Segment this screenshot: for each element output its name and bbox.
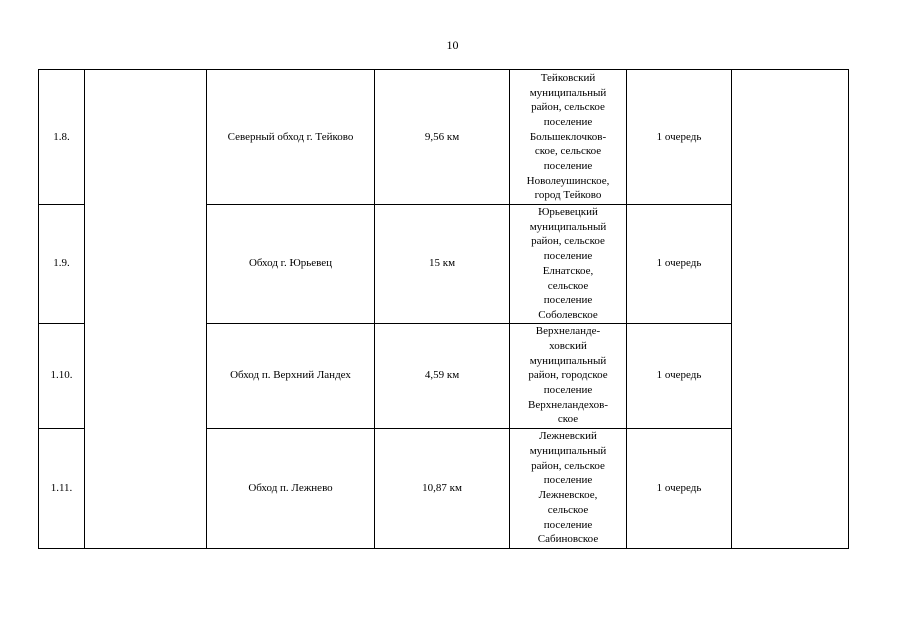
location-cell: Верхнеланде- ховский муниципальный район, городское поселение Верхнеландехов- ское — [510, 323, 627, 428]
length-cell: 4,59 км — [375, 323, 510, 428]
length-cell: 9,56 км — [375, 70, 510, 205]
object-name-cell: Обход п. Лежнево — [207, 428, 375, 548]
location-cell: Лежневский муниципальный район, сельское поселение Лежневское, сельское поселение Сабиновское — [510, 428, 627, 548]
object-name-cell: Северный обход г. Тейково — [207, 70, 375, 205]
length-cell: 10,87 км — [375, 428, 510, 548]
last-empty-cell — [732, 70, 849, 549]
table-row — [39, 70, 849, 205]
row-number-cell: 1.8. — [39, 70, 85, 205]
row-number-cell: 1.11. — [39, 428, 85, 548]
row-number-cell: 1.9. — [39, 205, 85, 324]
row-number-cell: 1.10. — [39, 323, 85, 428]
stage-cell: 1 очередь — [627, 323, 732, 428]
page-number: 10 — [446, 38, 459, 52]
object-name-cell: Обход г. Юрьевец — [207, 205, 375, 324]
merged-empty-cell — [85, 70, 207, 549]
stage-cell: 1 очередь — [627, 428, 732, 548]
length-cell: 15 км — [375, 205, 510, 324]
location-cell: Юрьевецкий муниципальный район, сельское поселение Елнатское, сельское поселение Соболевское — [510, 205, 627, 324]
stage-cell: 1 очередь — [627, 205, 732, 324]
location-cell: Тейковский муниципальный район, сельское поселение Большеклочков- ское, сельское поселение Новолеушинское, город Тейково — [510, 70, 627, 205]
stage-cell: 1 очередь — [627, 70, 732, 205]
road-bypass-table — [38, 69, 849, 549]
object-name-cell: Обход п. Верхний Ландех — [207, 323, 375, 428]
